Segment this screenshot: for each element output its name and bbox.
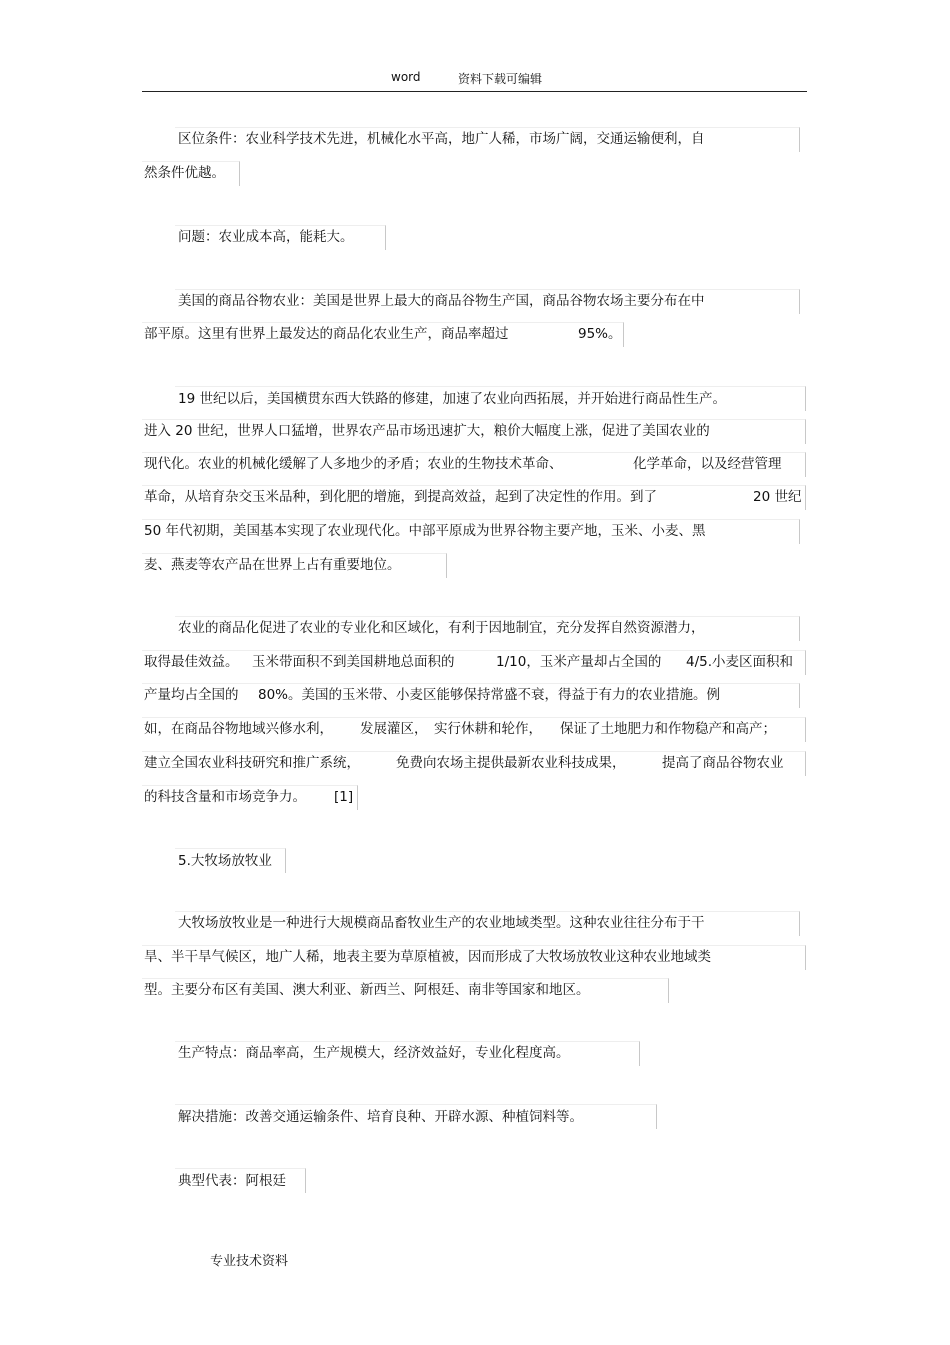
paragraph-9-line-1: 解决措施：改善交通运输条件、培育良种、开辟水源、种植饲料等。 — [178, 1109, 583, 1125]
paragraph-4-line-2: 进入 20 世纪，世界人口猛增，世界农产品市场迅速扩大，粮价大幅度上涨，促进了美国农业的 — [144, 423, 710, 439]
section-heading: 5.大牧场放牧业 — [178, 853, 272, 869]
page-header — [0, 70, 950, 88]
paragraph-3-line-1: 美国的商品谷物农业：美国是世界上最大的商品谷物生产国，商品谷物农场主要分布在中 — [178, 293, 705, 309]
page-footer: 专业技术资料 — [210, 1254, 289, 1269]
paragraph-4-line-1: 19 世纪以后，美国横贯东西大铁路的修建，加速了农业向西拓展，并开始进行商品性生产。 — [178, 391, 726, 407]
header-word: word — [391, 70, 421, 84]
header-rule — [142, 91, 807, 92]
paragraph-5-line-1: 农业的商品化促进了农业的专业化和区域化，有利于因地制宜，充分发挥自然资源潜力， — [178, 620, 705, 636]
header-title: 资料下载可编辑 — [458, 72, 543, 86]
paragraph-7-line-2: 旱、半干旱气候区，地广人稀，地表主要为草原植被，因而形成了大牧场放牧业这种农业地域类 — [144, 949, 711, 965]
paragraph-7-line-1: 大牧场放牧业是一种进行大规模商品畜牧业生产的农业地域类型。这种农业往往分布于干 — [178, 915, 705, 931]
paragraph-10-line-1: 典型代表：阿根廷 — [178, 1173, 286, 1189]
paragraph-1-line-1: 区位条件：农业科学技术先进，机械化水平高，地广人稀，市场广阔，交通运输便利，自 — [178, 131, 705, 147]
paragraph-7-line-3: 型。主要分布区有美国、澳大利亚、新西兰、阿根廷、南非等国家和地区。 — [144, 982, 590, 998]
paragraph-8-line-1: 生产特点：商品率高，生产规模大，经济效益好，专业化程度高。 — [178, 1045, 570, 1061]
paragraph-2-line-1: 问题：农业成本高，能耗大。 — [178, 229, 354, 245]
paragraph-1-line-2: 然条件优越。 — [144, 165, 225, 181]
paragraph-4-line-6: 麦、燕麦等农产品在世界上占有重要地位。 — [144, 557, 401, 573]
paragraph-4-line-5: 50 年代初期，美国基本实现了农业现代化。中部平原成为世界谷物主要产地，玉米、小麦、黑 — [144, 523, 706, 539]
